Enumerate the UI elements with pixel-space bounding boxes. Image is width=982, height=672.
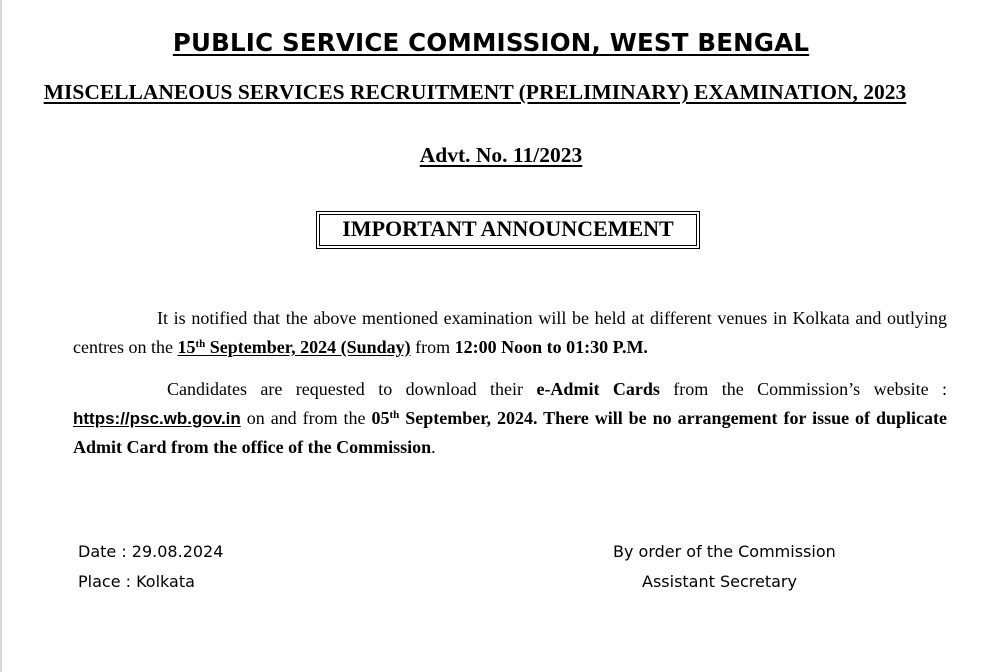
schedule-mid-text: from (410, 336, 455, 357)
download-notice: September, 2024. There will be no arrangement for issue of duplicate Admit Card from the office of the Commission (73, 407, 947, 457)
schedule-lead-text: It is notified that the above mentioned examination will be held at different venues in Kolkata and outlying centres on the (73, 308, 947, 357)
exam-time: 12:00 Noon to 01:30 P.M. (454, 336, 648, 357)
admit-lead-text: Candidates are requested to download their (167, 379, 537, 399)
announcement-heading: IMPORTANT ANNOUNCEMENT (319, 214, 697, 246)
signatory-title: Assistant Secretary (642, 572, 797, 591)
by-order-text: By order of the Commission (613, 542, 836, 561)
exam-schedule-paragraph (73, 304, 947, 361)
exam-date-rest: September, 2024 (Sunday) (205, 336, 411, 357)
announcement-box (316, 211, 700, 249)
e-admit-cards-text: e-Admit Cards (536, 379, 660, 399)
exam-title: MISCELLANEOUS SERVICES RECRUITMENT (PRELIMINARY) EXAMINATION, 2023 (43, 80, 907, 104)
admit-end-text: . (431, 437, 436, 457)
download-date-day: 05 (371, 407, 390, 428)
issue-place: Place : Kolkata (78, 572, 195, 591)
commission-title: PUBLIC SERVICE COMMISSION, WEST BENGAL (172, 28, 810, 57)
admit-card-paragraph (73, 375, 947, 462)
exam-date-suffix: th (195, 337, 206, 350)
issue-date: Date : 29.08.2024 (78, 542, 224, 561)
exam-date-day: 15 (177, 336, 196, 357)
commission-website-link[interactable]: https://psc.wb.gov.in (73, 408, 241, 428)
exam-date (177, 337, 410, 357)
admit-from-text: on and from the (240, 407, 372, 428)
admit-mid-text: from the Commission’s website : (659, 379, 947, 399)
advertisement-number: Advt. No. 11/2023 (419, 143, 583, 167)
download-date-suffix: th (389, 408, 400, 421)
